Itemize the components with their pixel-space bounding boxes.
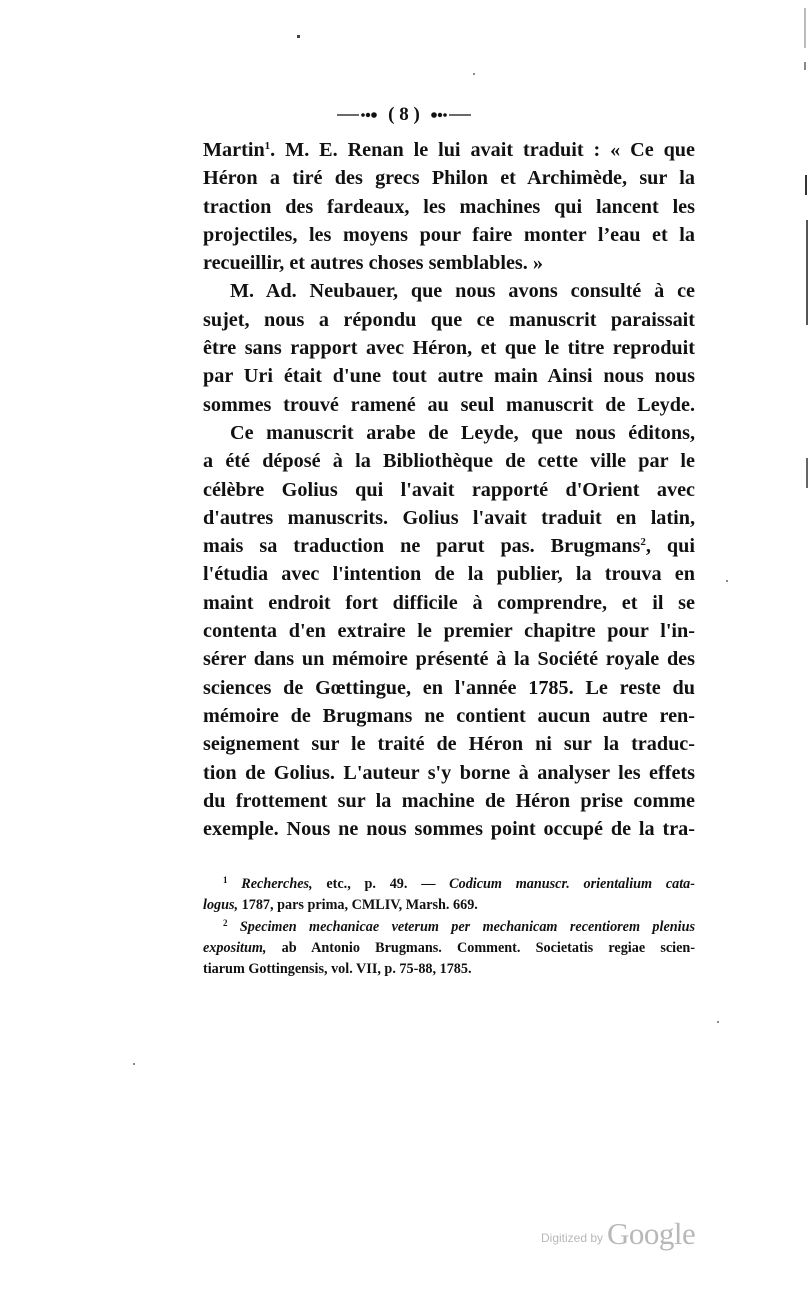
text-line: M. Ad. Neubauer, que nous avons consulté à ce [230, 280, 695, 303]
text-line: exemple. Nous ne nous sommes point occupé de la tra- [203, 818, 695, 841]
digitized-by-google-watermark [541, 1216, 695, 1252]
footnote-line: logus, 1787, pars prima, CMLIV, Marsh. 669. [203, 897, 478, 914]
text-line: Ce manuscrit arabe de Leyde, que nous éditons, [230, 421, 695, 444]
watermark-prefix: Digitized by [541, 1231, 604, 1245]
text-line: maint endroit fort difficile à comprendre, et il se [203, 591, 695, 614]
ornament-right-icon [429, 111, 471, 117]
scan-speck [726, 580, 728, 582]
text-line: d'autres manuscrits. Golius l'avait traduit en latin, [203, 506, 695, 529]
footnote-line: expositum, ab Antonio Brugmans. Comment. Societatis regiae scien- [203, 939, 695, 956]
ornament-left-icon [337, 111, 379, 117]
text-line: traction des fardeaux, les machines qui lancent les [203, 195, 695, 218]
footnote-ref-1[interactable]: 1 [264, 140, 271, 152]
scan-edge-mark [805, 175, 807, 195]
text-line: mémoire de Brugmans ne contient aucun autre ren- [203, 704, 695, 727]
text-line: contenta d'en extraire le premier chapitre pour l'in- [203, 620, 695, 643]
footnote-line: tiarum Gottingensis, vol. VII, p. 75-88, 1785. [203, 961, 472, 978]
text-line: du frottement sur la machine de Héron prise comme [203, 789, 695, 812]
text-line: sciences de Gœttingue, en l'année 1785. Le reste du [203, 676, 695, 699]
text-line: sujet, nous a répondu que ce manuscrit paraissait [203, 308, 695, 331]
scan-edge-mark [804, 62, 806, 70]
text-line: tion de Golius. L'auteur s'y borne à analyser les effets [203, 761, 695, 784]
text-line: l'étudia avec l'intention de la publier, la trouva en [203, 563, 695, 586]
text-line: projectiles, les moyens pour faire monter l’eau et la [203, 223, 695, 246]
text-line: seignement sur le traité de Héron ni sur la traduc- [203, 733, 695, 756]
text-line: sommes trouvé ramené au seul manuscrit de Leyde. [203, 393, 695, 416]
text-line: mais sa traduction ne parut pas. Brugmans$^2$, qui [203, 535, 695, 558]
text-line: a été déposé à la Bibliothèque de cette ville par le [203, 450, 695, 473]
footnotes [203, 874, 695, 980]
text-line: être sans rapport avec Héron, et que le titre reproduit [203, 337, 695, 360]
footnote-1 [203, 874, 695, 917]
scan-speck [297, 35, 300, 38]
text-line: Héron a tiré des grecs Philon et Archimède, sur la [203, 167, 695, 190]
footnote-line: $^1$ Recherches, etc., p. 49. — Codicum manuscr. orientalium cata- [223, 875, 695, 892]
page-number: ( 8 ) [388, 104, 420, 125]
text-line: Martin$^1$. M. E. Renan le lui avait traduit : « Ce que [203, 139, 695, 161]
body-text [203, 136, 695, 843]
footnote-marker: 2 [223, 917, 228, 928]
footnote-marker: 1 [223, 875, 228, 885]
paragraph-2 [203, 277, 695, 418]
scan-edge-mark [804, 8, 806, 48]
google-logo: Google [607, 1216, 696, 1251]
text-line: sérer dans un mémoire présenté à la Société royale des [203, 648, 695, 671]
text-line: recueillir, et autres choses semblables. » [203, 252, 543, 275]
text-line: par Uri était d'une tout autre main Ainsi nous nous [203, 365, 695, 388]
paragraph-1 [203, 136, 695, 277]
text-line: célèbre Golius qui l'avait rapporté d'Orient avec [203, 478, 695, 501]
scan-speck [473, 73, 475, 75]
page-header [0, 104, 808, 126]
paragraph-3 [203, 419, 695, 843]
footnote-line: $^2$ Specimen mechanicae veterum per mechanicam recentiorem plenius [223, 917, 695, 935]
scan-speck [133, 1063, 135, 1065]
scan-speck [717, 1021, 719, 1023]
footnote-ref-2[interactable]: 2 [640, 536, 646, 549]
footnote-2 [203, 917, 695, 981]
